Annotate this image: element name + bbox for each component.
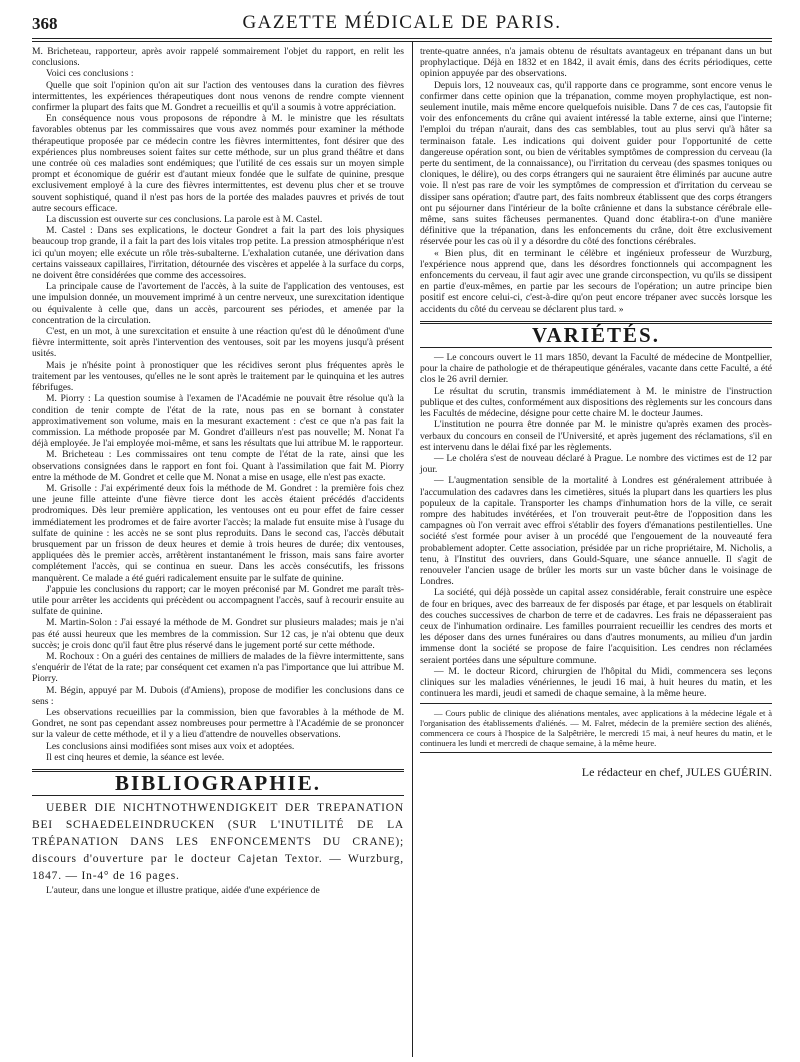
paragraph: L'auteur, dans une longue et illustre pratique, aidée d'une expérience de [46,885,320,897]
paragraph: Il est cinq heures et demie, la séance est levée. [46,751,225,763]
paragraph: La discussion est ouverte sur ces conclusions. La parole est à M. Castel. [46,214,323,226]
paragraph: M. Bricheteau : Les commissaires ont tenu compte de l'état de la rate, ainsi que les observations consignées dans le rapport en font foi. Quant à l'assimilation que fait M. Piorry entre la méthode de M. Gondret et celle que M. Nonat a mise en usage, elle n'est pas exacte. [32,449,404,483]
paragraph: trente-quatre années, n'a jamais obtenu de résultats avantageux en trépanant dans un but prophylactique. Déjà en 1832 et en 1842, il avait émis, dans des écrits périodiques, cette opinion appuyée par des observations. [420,46,772,80]
paragraph: C'est, en un mot, à une surexcitation et ensuite à une réaction qu'est dû le dénoûment d'une fièvre intermittente, soit après l'intervention des ventouses, soit par les moyens jusqu'à présent usités. [32,326,404,360]
paragraph: En conséquence nous vous proposons de répondre à M. le ministre que les résultats favorables obtenus par les commissaires que vous avez nommés pour examiner la méthode thérapeutique proposée par ce médecin contre les fièvres intermittentes, font désirer que des expériences plus nombreuses soient faites sur cette méthode, sur un plus grand théâtre et dans une contrée où ces maladies sont endémiques; que l'utilité de ces essais sur un moyen simple prompt et économique de guérir est d'autant mieux fondée que le sulfate de quinine, presque exclusivement employé à la cure des fièvres intermittentes, est devenu plus cher et se trouve souvent sophistiqué, quand il n'est pas hors de la portée des malades pauvres et privés de tout autre secours efficace. [32,113,404,214]
paragraph: M. Grisolle : J'ai expérimenté deux fois la méthode de M. Gondret : la première fois chez une jeune fille atteinte d'une fièvre tierce dont les accès étaient précédés d'accidents prodromiques. Dès leur première application, les ventouses ont eu pour effet de faire cesser immédiatement les prodromes et de faire avorter l'accès; la malade fut ensuite mise à l'usage du sulfate de quinine : les accès ne se sont plus reproduits. Dans le second cas, l'accès débutait brusquement par un frisson de deux heures et demie à trois heures de durée; dix ventouses, appliquées dès le premier accès, arrêtèrent instantanément le frisson, mais sans faire avorter complétement l'accès, qui se continua en sueur. Dans les accès consécutifs, les frissons manquèrent. Ce malade a été guéri radicalement ensuite par le sulfate de quinine. [32,482,404,584]
paragraph: Les conclusions ainsi modifiées sont mises aux voix et adoptées. [46,740,295,752]
paragraph: M. Martin-Solon : J'ai essayé la méthode de M. Gondret sur plusieurs malades; mais je n'ai pas été aussi heureux que les membres de la commission. Sur 12 cas, je n'ai obtenu que deux succès; je crois donc qu'il faut être plus réservé dans le jugement porté sur cette méthode. [32,617,404,651]
paragraph: M. Piorry : La question soumise à l'examen de l'Académie ne pouvait être résolue qu'à la condition de tenir compte de l'état de la rate, nous pas en se bornant à constater approximativement son volume, mais en la mesurant exactement : c'est ce que n'a pas fait la commission. La méthode proposée par M. Gondret d'ailleurs n'est pas nouvelle; M. Nonat l'a déjà employée. Je l'ai employée moi-même, et sans les résultats que lui attribue M. le rapporteur. [32,393,404,450]
paragraph: J'appuie les conclusions du rapport; car le moyen préconisé par M. Gondret me paraît très-utile pour arrêter les accidents qui précèdent ou accompagnent l'accès, sauf à recourir ensuite au sulfate de quinine. [32,583,404,618]
section-rule [420,347,772,348]
news-item: La société, qui déjà possède un capital assez considérable, ferait construire une espèce de four en briques, avec des barreaux de fer disposés par étage, et par lesquels on établirait des couches successives de charbon de terre et de cadavres. Les frais ne dépasseraient pas ceux de l'inhumation ordinaire. Les familles pourraient recueillir les cendres des morts et les déposer dans des urnes funéraires ou dans d'autres monuments, au milieu d'un jardin immense dont la société se propose de faire l'acquisition. Les cendres non réclamées seraient portées dans une sépulture commune. [420,587,772,666]
page-number: 368 [32,14,58,33]
section-rule [420,703,772,704]
paragraph: M. Rochoux : On a guéri des centaines de milliers de malades de la fièvre intermittente, sans s'enquérir de l'état de la rate; par conséquent cet examen n'a pas l'importance que lui attribue M. Piorry. [32,650,404,685]
bibliographie-heading: BIBLIOGRAPHIE. [115,771,321,795]
editor-signature: Le rédacteur en chef, JULES GUÉRIN. [581,765,772,780]
paragraph: Quelle que soit l'opinion qu'on ait sur l'action des ventouses dans la curation des fièvres intermittentes, les expériences thérapeutiques dont nous venons de rendre compte viennent confirmer la plupart des faits que M. Gondret a recueillis et qu'il a soumis à votre appréciation. [32,79,404,114]
paragraph: Depuis lors, 12 nouveaux cas, qu'il rapporte dans ce programme, sont encore venus le confirmer dans cette opinion que la trépanation, comme moyen prophylactique, est non-seulement inutile, mais même encore quelquefois nuisible. Dans 7 de ces cas, l'autopsie fit voir des enfoncements du crâne qui avaient intéressé la table externe, ainsi que l'interne; l'emploi du trépan n'aurait, dans des cas semblables, tout au plus servi qu'à hâter sa terminaison fatale. Les indications qui doivent guider pour l'opportunité de cette dangereuse opération sont, ou bien de véritables symptômes de compression du cerveau (la perte du sentiment, de la connaissance), ou l'irritation du cerveau (des spasmes toniques ou cloniques, le délire), ou des corps étrangers qui ne sauraient être éliminés par aucune autre voie. Il n'est pas rare de voir les symptômes de compression et d'irritation du cerveau se dissiper sans opération; d'autre part, des faits nombreux établissent que des corps étrangers ont pu séjourner dans l'intérieur de la boîte crânienne et dans la substance cérébrale elle-même, sans suites fâcheuses permanentes. Quand donc établira-t-on d'une manière définitive que la trépanation, dans les enfoncements du crâne, doit être exclusivement réservée pour les cas où il y a désordre du côté des fonctions cérébrales. [420,79,772,248]
paragraph: M. Castel : Dans ses explications, le docteur Gondret a fait la part des lois physiques beaucoup trop grande, il a fait la part des lois vitales trop petite. La pression atmosphérique n'est ici qu'un moyen; elle exécute un rôle très-subalterne. L'exhalation cutanée, une dérivation dans certains vaisseaux capillaires, l'irritation, détournée des viscères et appelée à la surface du corps, ne doivent être considérées que comme des accessoires. [32,225,404,282]
left-column [32,46,404,896]
news-item: — L'augmentation sensible de la mortalité à Londres est généralement attribuée à l'accumulation des cadavres dans les cimetières, situés la plupart dans les quartiers les plus populeux de la capitale. Transporter les champs d'inhumation hors de la ville, ce serait rompre des habitudes invétérées, et l'on trouverait peut-être de l'opposition dans les campagnes où l'on verrait avec effroi s'établir des foyers d'émanations pestilentielles. Une société s'est formée pour aviser à un procédé que l'engouement de la nouveauté fera probablement adopter. Cette association, présidée par un riche propriétaire, M. Nicholis, a tenu, à l'Institut des ouvriers, dans Gould-Square, une séance annuelle. Il s'agit de renouveler l'ancien usage de brûler les morts sur un vaste bûcher dans le voisinage de Londres. [420,475,772,588]
news-item: — M. le docteur Ricord, chirurgien de l'hôpital du Midi, commencera ses leçons cliniques sur les maladies vénériennes, le jeudi 16 mai, à huit heures du matin, et les continuera les mardi, jeudi et samedi de chaque semaine, à la même heure. [420,665,772,700]
paragraph: La principale cause de l'avortement de l'accès, à la suite de l'application des ventouses, est une impulsion donnée, un mouvement imprimé à un centre nerveux, une surexcitation identique ou équivalente à celle que, dans un accès, parcourent ses périodes, et amenée par la concentration de la circulation. [32,281,404,326]
header-rule [32,38,772,39]
course-notice: — Cours public de clinique des aliénations mentales, avec applications à la médecine légale et à l'organisation des établissements d'aliénés. — M. Falret, médecin de la première section des aliénés, commencera ce cours à l'hospice de la Salpêtrière, le mercredi 15 mai, à neuf heures du matin, et le continuera les lundi et mercredi de chaque semaine, à la même heure. [420,708,772,749]
section-rule [32,795,404,796]
paragraph: M. Bégin, appuyé par M. Dubois (d'Amiens), propose de modifier les conclusions dans ce sens : [32,684,404,707]
page-header [32,8,772,38]
paragraph: M. Bricheteau, rapporteur, après avoir rappelé sommairement l'objet du rapport, en relit les conclusions. [32,46,404,69]
paragraph: Mais je n'hésite point à pronostiquer que les récidives seront plus fréquentes après le traitement par les ventouses, qu'elles ne le sont après le traitement par le quinquina et les autres fébrifuges. [32,359,404,394]
news-item: Le résultat du scrutin, transmis immédiatement à M. le ministre de l'instruction publique et des cultes, conformément aux dispositions des règlements sur les concours dans les Facultés de médecine, désigne pour cette chaire M. le docteur Jaumes. [420,385,772,420]
column-divider [412,42,413,1057]
paragraph: Voici ces conclusions : [46,68,134,80]
section-rule [420,752,772,753]
varietes-heading: VARIÉTÉS. [532,322,660,347]
news-item: L'institution ne pourra être donnée par M. le ministre qu'après examen des procès-verbaux du concours en conseil de l'Université, et après jugement des réclamations, s'il en est intervenu dans le délai fixé par les règlements. [420,419,772,453]
paragraph: « Bien plus, dit en terminant le célèbre et ingénieux professeur de Wurzburg, l'expérience nous apprend que, dans les désordres fonctionnels qui accompagnent les enfoncements du cerveau, il faut agir avec une grande circonspection, vu qu'ils se dissipent en partie d'eux-mêmes, en partie par les secours de l'opération; un autre principe bien positif est encore celui-ci, c'est-à-dire qu'on peut encore trépaner avec succès lorsque les accidents du côté du cerveau se déclarent plus tard. » [420,247,772,315]
right-column [420,46,772,779]
header-rule-2 [32,41,772,42]
news-item: — Le choléra s'est de nouveau déclaré à Prague. Le nombre des victimes est de 12 par jour. [420,452,772,476]
news-item: — Le concours ouvert le 11 mars 1850, devant la Faculté de médecine de Montpellier, pour la chaire de pathologie et de thérapeutique générales, vacante dans cette Faculté, a été clos le 26 avril dernier. [420,352,772,386]
paragraph: Les observations recueillies par la commission, bien que favorables à la méthode de M. Gondret, ne sont pas cependant assez nombreuses pour permettre à l'Académie de se prononcer sur la valeur de cette méthode, et il y a lieu d'attendre de nouvelles observations. [32,706,404,741]
running-title: GAZETTE MÉDICALE DE PARIS. [242,12,562,33]
bibliography-entry: UEBER DIE NICHTNOTHWENDIGKEIT DER TREPANATION BEI SCHAEDELEINDRUCKEN (SUR L'INUTILITÉ DE LA TRÉPANATION DANS LES ENFONCEMENTS DU CRANE); discours d'ouverture par le docteur Cajetan Textor. — Wurzburg, 1847. — In-4° de 16 pages. [32,802,404,883]
